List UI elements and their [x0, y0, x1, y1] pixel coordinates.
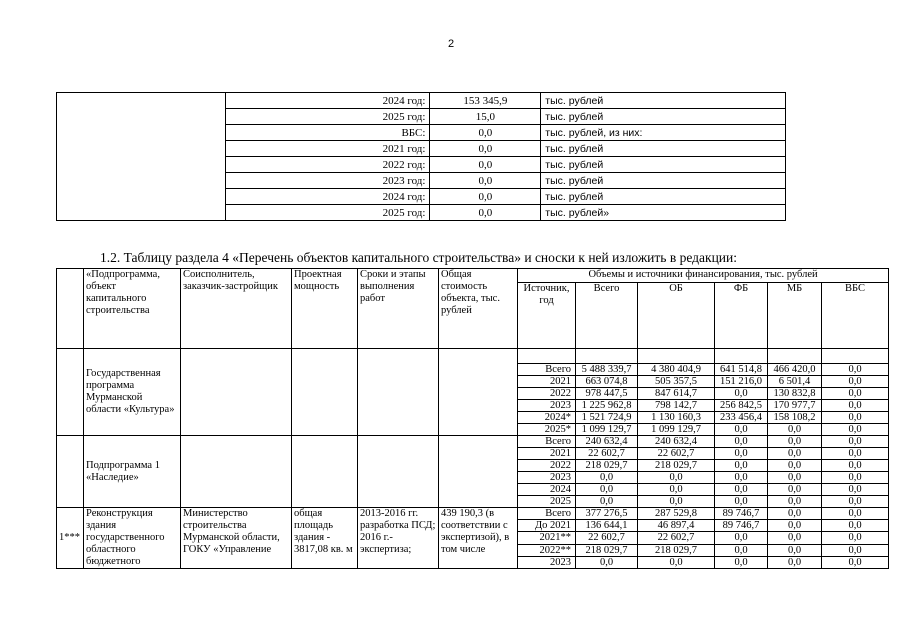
header-vbs: ВБС: [822, 283, 889, 349]
capacity: [292, 436, 358, 508]
cell-total: 218 029,7: [576, 460, 638, 472]
row-number: [57, 349, 84, 436]
cell-source: 2023: [518, 472, 576, 484]
budget-unit: тыс. рублей: [541, 173, 786, 189]
cell-fb: 0,0: [715, 448, 768, 460]
cell-total: 0,0: [576, 484, 638, 496]
cell-source: 2025: [518, 496, 576, 508]
cell-ob: 4 380 404,9: [638, 364, 715, 376]
cell-ob: 1 099 129,7: [638, 424, 715, 436]
cell-total: 1 225 962,8: [576, 400, 638, 412]
cell-total: 978 447,5: [576, 388, 638, 400]
row-number: [57, 436, 84, 508]
budget-year: 2024 год:: [225, 93, 430, 109]
cell-fb: 0,0: [715, 424, 768, 436]
header-capacity: Проектная мощность: [292, 269, 358, 349]
cell-source: 2021**: [518, 532, 576, 544]
cell-ob: 287 529,8: [638, 508, 715, 520]
cell-vbs: 0,0: [822, 400, 889, 412]
header-number: [57, 269, 84, 349]
cell-ob: 22 602,7: [638, 448, 715, 460]
budget-year: 2024 год:: [225, 189, 430, 205]
cell-total: 0,0: [576, 496, 638, 508]
cell-source: До 2021: [518, 520, 576, 532]
cell-source: 2024: [518, 484, 576, 496]
budget-year: 2022 год:: [225, 157, 430, 173]
cell-vbs: 0,0: [822, 424, 889, 436]
header-cost: Общая стоимость объекта, тыс. рублей: [439, 269, 518, 349]
budget-value: 0,0: [430, 173, 541, 189]
header-total: Всего: [576, 283, 638, 349]
budget-unit: тыс. рублей: [541, 157, 786, 173]
executor: [181, 349, 292, 436]
header-ob: ОБ: [638, 283, 715, 349]
spacer-cell: [768, 349, 822, 364]
budget-unit: тыс. рублей»: [541, 205, 786, 221]
cell-mb: 0,0: [768, 544, 822, 556]
cell-total: 1 521 724,9: [576, 412, 638, 424]
terms: [358, 349, 439, 436]
cell-fb: 0,0: [715, 436, 768, 448]
cell-total: 218 029,7: [576, 544, 638, 556]
cell-vbs: 0,0: [822, 436, 889, 448]
object-name: Государственная программа Мурманской области «Культура»: [84, 349, 181, 436]
header-source: Источник, год: [518, 283, 576, 349]
budget-continuation-table: [56, 92, 786, 221]
cell-total: 0,0: [576, 556, 638, 568]
cell-fb: 0,0: [715, 496, 768, 508]
header-mb: МБ: [768, 283, 822, 349]
cell-ob: 0,0: [638, 556, 715, 568]
cost: 439 190,3 (в соответствии с экспертизой), в том числе: [439, 508, 518, 569]
cell-source: 2021: [518, 376, 576, 388]
cell-fb: 0,0: [715, 544, 768, 556]
cell-source: 2025*: [518, 424, 576, 436]
cell-mb: 0,0: [768, 532, 822, 544]
blank-cell: [57, 93, 226, 221]
spacer-cell: [518, 349, 576, 364]
cell-total: 1 099 129,7: [576, 424, 638, 436]
cell-vbs: 0,0: [822, 448, 889, 460]
cost: [439, 349, 518, 436]
cell-source: 2023: [518, 400, 576, 412]
cell-vbs: 0,0: [822, 496, 889, 508]
cell-fb: 0,0: [715, 472, 768, 484]
header-object: «Подпрограмма, объект капитального строительства: [84, 269, 181, 349]
spacer-cell: [715, 349, 768, 364]
cost: [439, 436, 518, 508]
cell-vbs: 0,0: [822, 532, 889, 544]
cell-mb: 6 501,4: [768, 376, 822, 388]
cell-source: 2022: [518, 388, 576, 400]
budget-value: 0,0: [430, 125, 541, 141]
cell-fb: 0,0: [715, 484, 768, 496]
cell-source: 2021: [518, 448, 576, 460]
executor: Министерство строительства Мурманской области, ГОКУ «Управление: [181, 508, 292, 569]
budget-unit: тыс. рублей: [541, 109, 786, 125]
cell-vbs: 0,0: [822, 460, 889, 472]
cell-ob: 46 897,4: [638, 520, 715, 532]
spacer-cell: [638, 349, 715, 364]
cell-mb: 158 108,2: [768, 412, 822, 424]
cell-ob: 240 632,4: [638, 436, 715, 448]
budget-year: 2025 год:: [225, 109, 430, 125]
cell-mb: 0,0: [768, 460, 822, 472]
cell-mb: 0,0: [768, 520, 822, 532]
cell-source: Всего: [518, 436, 576, 448]
cell-vbs: 0,0: [822, 412, 889, 424]
section-heading: 1.2. Таблицу раздела 4 «Перечень объектов капитального строительства» и сноски к ней изложить в редакции:: [100, 250, 737, 265]
cell-source: 2022: [518, 460, 576, 472]
cell-mb: 0,0: [768, 436, 822, 448]
cell-ob: 847 614,7: [638, 388, 715, 400]
header-fb: ФБ: [715, 283, 768, 349]
header-executor: Соисполнитель, заказчик-застройщик: [181, 269, 292, 349]
cell-ob: 505 357,5: [638, 376, 715, 388]
cell-mb: 466 420,0: [768, 364, 822, 376]
cell-mb: 0,0: [768, 484, 822, 496]
object-name: Реконструкция здания государственного областного бюджетного: [84, 508, 181, 569]
cell-mb: 170 977,7: [768, 400, 822, 412]
cell-ob: 218 029,7: [638, 460, 715, 472]
cell-vbs: 0,0: [822, 544, 889, 556]
budget-value: 0,0: [430, 141, 541, 157]
terms: [358, 436, 439, 508]
cell-vbs: 0,0: [822, 364, 889, 376]
cell-vbs: 0,0: [822, 388, 889, 400]
cell-ob: 798 142,7: [638, 400, 715, 412]
cell-source: Всего: [518, 364, 576, 376]
cell-fb: 89 746,7: [715, 508, 768, 520]
cell-ob: 1 130 160,3: [638, 412, 715, 424]
capacity: общая площадь здания - 3817,08 кв. м: [292, 508, 358, 569]
cell-mb: 0,0: [768, 496, 822, 508]
cell-fb: 0,0: [715, 556, 768, 568]
cell-source: Всего: [518, 508, 576, 520]
budget-year: ВБС:: [225, 125, 430, 141]
cell-mb: 130 832,8: [768, 388, 822, 400]
spacer-cell: [576, 349, 638, 364]
cell-total: 240 632,4: [576, 436, 638, 448]
funding-row: [57, 508, 889, 520]
cell-vbs: 0,0: [822, 376, 889, 388]
cell-fb: 0,0: [715, 388, 768, 400]
budget-unit: тыс. рублей: [541, 189, 786, 205]
cell-vbs: 0,0: [822, 508, 889, 520]
spacer-row: [57, 349, 889, 364]
cell-total: 0,0: [576, 472, 638, 484]
object-name: Подпрограмма 1 «Наследие»: [84, 436, 181, 508]
terms: 2013-2016 гг. разработка ПСД; 2016 г.- экспертиза;: [358, 508, 439, 569]
cell-ob: 0,0: [638, 496, 715, 508]
cell-total: 136 644,1: [576, 520, 638, 532]
budget-value: 153 345,9: [430, 93, 541, 109]
funding-row: [57, 436, 889, 448]
header-funding-group: Объемы и источники финансирования, тыс. рублей: [518, 269, 889, 283]
cell-source: 2022**: [518, 544, 576, 556]
cell-fb: 233 456,4: [715, 412, 768, 424]
spacer-cell: [822, 349, 889, 364]
budget-year: 2023 год:: [225, 173, 430, 189]
cell-fb: 0,0: [715, 532, 768, 544]
cell-fb: 641 514,8: [715, 364, 768, 376]
cell-total: 5 488 339,7: [576, 364, 638, 376]
cell-mb: 0,0: [768, 424, 822, 436]
cell-ob: 218 029,7: [638, 544, 715, 556]
cell-total: 22 602,7: [576, 532, 638, 544]
budget-row: [57, 93, 786, 109]
cell-mb: 0,0: [768, 472, 822, 484]
budget-year: 2021 год:: [225, 141, 430, 157]
cell-ob: 0,0: [638, 484, 715, 496]
cell-total: 663 074,8: [576, 376, 638, 388]
cell-fb: 151 216,0: [715, 376, 768, 388]
budget-value: 0,0: [430, 189, 541, 205]
cell-mb: 0,0: [768, 448, 822, 460]
capital-construction-table: [56, 268, 889, 569]
cell-fb: 89 746,7: [715, 520, 768, 532]
cell-source: 2024*: [518, 412, 576, 424]
budget-unit: тыс. рублей: [541, 141, 786, 157]
row-number: 1***: [57, 508, 84, 569]
cell-total: 377 276,5: [576, 508, 638, 520]
budget-value: 0,0: [430, 157, 541, 173]
budget-year: 2025 год:: [225, 205, 430, 221]
budget-value: 0,0: [430, 205, 541, 221]
cell-vbs: 0,0: [822, 520, 889, 532]
cell-total: 22 602,7: [576, 448, 638, 460]
cell-vbs: 0,0: [822, 484, 889, 496]
cell-mb: 0,0: [768, 508, 822, 520]
cell-vbs: 0,0: [822, 556, 889, 568]
budget-unit: тыс. рублей, из них:: [541, 125, 786, 141]
cell-vbs: 0,0: [822, 472, 889, 484]
page-number: 2: [448, 38, 455, 50]
cell-ob: 0,0: [638, 472, 715, 484]
cell-fb: 256 842,5: [715, 400, 768, 412]
cell-source: 2023: [518, 556, 576, 568]
header-terms: Сроки и этапы выполнения работ: [358, 269, 439, 349]
cell-fb: 0,0: [715, 460, 768, 472]
cell-ob: 22 602,7: [638, 532, 715, 544]
cell-mb: 0,0: [768, 556, 822, 568]
budget-unit: тыс. рублей: [541, 93, 786, 109]
capacity: [292, 349, 358, 436]
budget-value: 15,0: [430, 109, 541, 125]
executor: [181, 436, 292, 508]
